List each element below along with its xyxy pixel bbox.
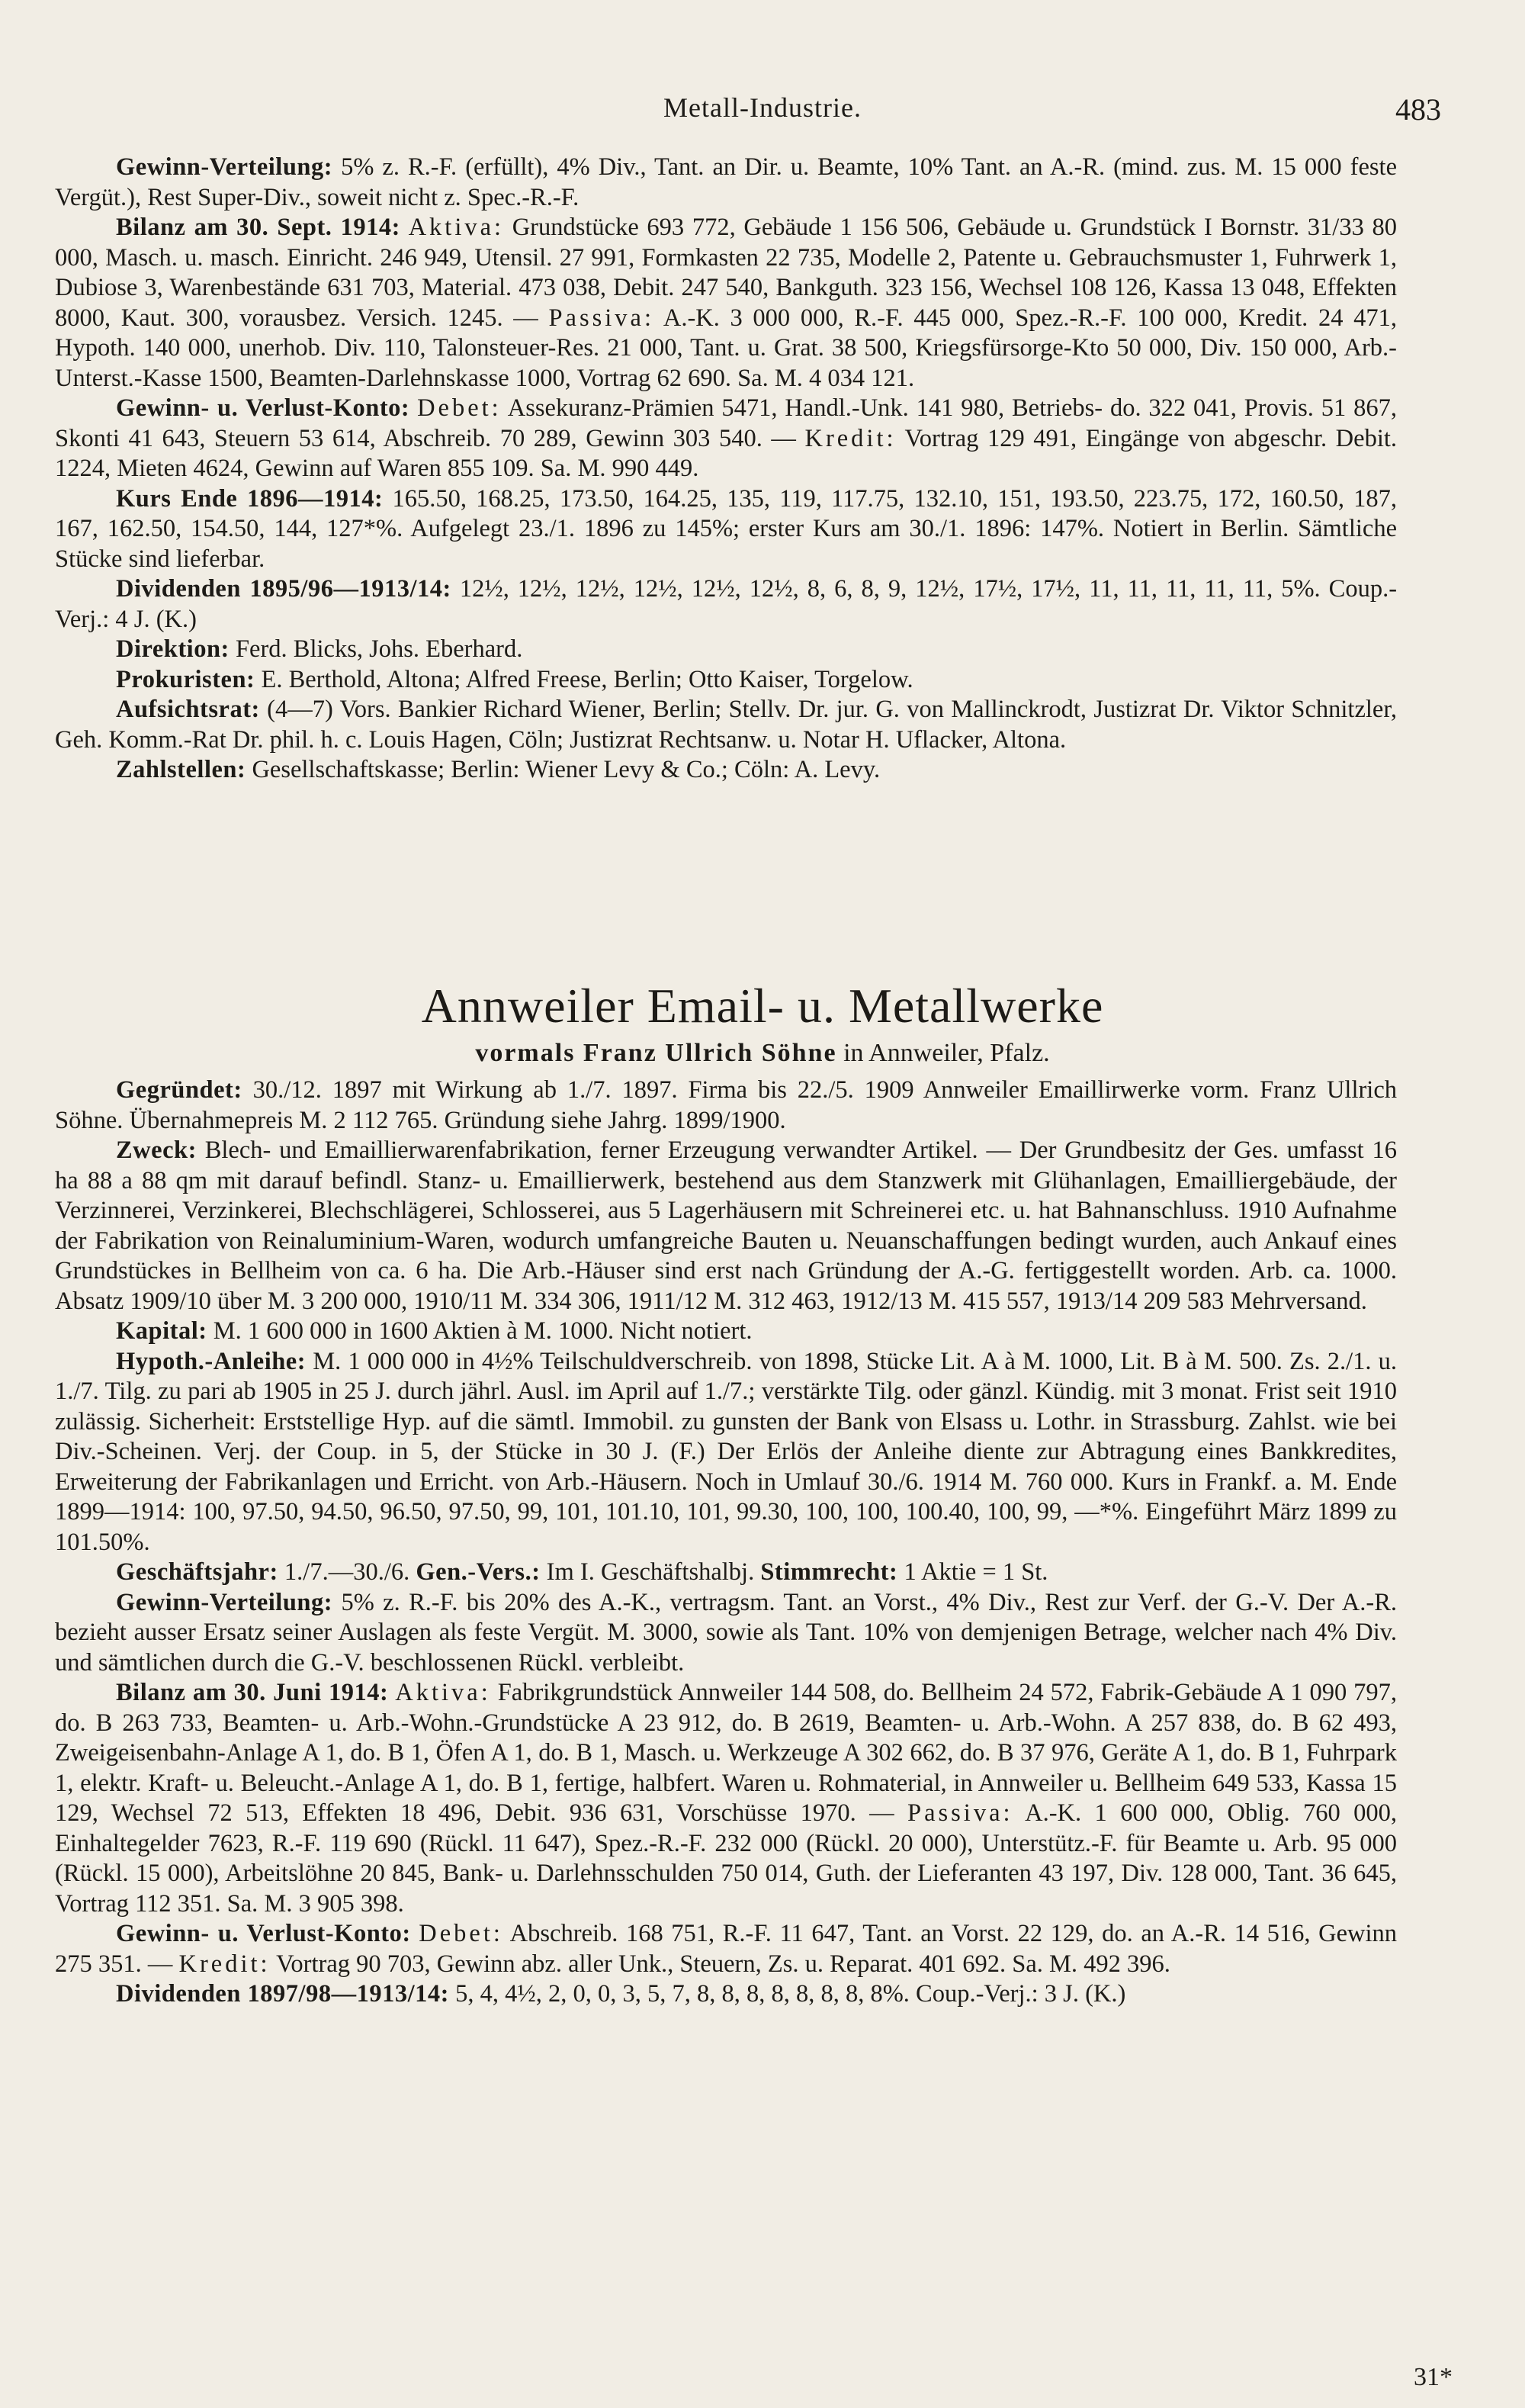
text: 30./12. 1897 mit Wirkung ab 1./7. 1897. Firma bis 22./5. 1909 Annweiler Emaillirwerke vorm. Franz Ullrich Söhne. Übernahmepreis M. 2 112 765. Gründung siehe Jahrg. 1899/1900. [55, 1076, 1398, 1134]
paragraph-prokuristen [55, 665, 1397, 696]
paragraph-bilanz [55, 213, 1397, 394]
paragraph-dividenden [55, 574, 1397, 635]
subtitle-bold: vormals Franz Ullrich Söhne [475, 1039, 837, 1067]
paragraph-bilanz [55, 1678, 1397, 1919]
paragraph-gewinn-verteilung [55, 1588, 1397, 1679]
paragraph-zahlstellen [55, 755, 1397, 786]
label: Aufsichtsrat: [116, 696, 260, 723]
label: Zweck: [116, 1136, 197, 1164]
paragraph-direktion [55, 635, 1397, 665]
text: Blech- und Emaillierwarenfabrikation, ferner Erzeugung verwandter Artikel. — Der Grundbesitz der Ges. umfasst 16 ha 88 a 88 qm mit darauf befindl. Stanz- u. Emaillierwerk, bestehend aus dem Stanzwerk mit Glühanlagen, Emailliergebäude, der Verzinnerei, Verzinkerei, Blechschlägerei, Schlosserei, aus 5 Lagerhäusern mit Schreinerei etc. u. hat Bahnanschluss. 1910 Aufnahme der Fabrikation von Reinaluminium-Waren, wodurch umfangreiche Bauten u. Neuanschaffungen bedingt wurden, auch Ankauf eines Grundstückes in Bellheim von ca. 6 ha. Die Arb.-Häuser sind erst nach Gründung der A.-G. fertiggestellt worden. Arb. ca. 1000. Absatz 1909/10 über M. 3 200 000, 1910/11 M. 334 306, 1911/12 M. 312 463, 1912/13 M. 415 557, 1913/14 209 583 Mehrversand. [55, 1136, 1397, 1315]
label: Gen.-Vers.: [416, 1558, 541, 1586]
label: Dividenden 1895/96—1913/14: [116, 575, 451, 603]
label: Prokuristen: [116, 665, 255, 693]
signature-mark: 31* [1414, 2363, 1453, 2391]
paragraph-hypoth-anleihe [55, 1347, 1397, 1558]
label: Bilanz am 30. Sept. 1914: [116, 214, 400, 241]
text: Grundstücke 693 772, Gebäude 1 156 506, Gebäude u. Grundstück I Bornstr. 31/33 80 000, Masch. u. masch. Einricht. 246 949, Utensil. 27 991, Formkasten 22 735, Modelle 2, Patente u. Gebrauchsmuster 1, Fuhrwerk 1, Dubiose 3, Warenbestände 631 703, Material. 473 038, Debit. 247 540, Bankguth. 323 156, Wechsel 108 126, Kassa 13 048, Effekten 8000, Kaut. 300, vorausbez. Versich. 1245. — [55, 214, 1397, 332]
paragraph-kapital [55, 1317, 1397, 1347]
text: Gesellschaftskasse; Berlin: Wiener Levy & Co.; Cöln: A. Levy. [252, 756, 881, 783]
aktiva-word: Aktiva: [408, 214, 505, 241]
text: Ferd. Blicks, Johs. Eberhard. [235, 635, 523, 663]
text: 5% z. R.-F. bis 20% des A.-K., vertragsm. Tant. an Vorst., 4% Div., Rest zur Verf. der G.-V. Der A.-R. bezieht ausser Ersatz seiner Auslagen als feste Vergüt. M. 3000, sowie als Tant. 10% von demjenigen Betrage, welcher nach 4% Div. und sämtlichen durch die G.-V. beschlossenen Rückl. verbleibt. [55, 1588, 1398, 1677]
previous-company-section [55, 153, 1397, 786]
text: A.-K. 1 600 000, Oblig. 760 000, Einhaltegelder 7623, R.-F. 119 690 (Rückl. 11 647), Spez.-R.-F. 232 000 (Rückl. 20 000), Unterstütz.-F. für Beamte u. Arb. 95 000 (Rückl. 15 000), Arbeitslöhne 20 845, Bank- u. Darlehnsschulden 750 014, Guth. der Lieferanten 43 197, Div. 128 000, Tant. 36 645, Vortrag 112 351. Sa. M. 3 905 398. [55, 1799, 1397, 1918]
text: 1 Aktie = 1 St. [904, 1558, 1048, 1586]
page-header [53, 92, 1472, 137]
debet-word: Debet: [419, 1920, 503, 1947]
text: Vortrag 90 703, Gewinn abz. aller Unk., Steuern, Zs. u. Reparat. 401 692. Sa. M. 492 396. [276, 1950, 1170, 1978]
label: Hypoth.-Anleihe: [116, 1347, 307, 1375]
paragraph-dividenden [55, 1979, 1397, 2010]
label: Stimmrecht: [760, 1558, 898, 1586]
text: E. Berthold, Altona; Alfred Freese, Berlin; Otto Kaiser, Torgelow. [261, 665, 913, 693]
page-number: 483 [1395, 92, 1441, 127]
paragraph-geschaeftsjahr [55, 1558, 1397, 1588]
paragraph-zweck [55, 1136, 1397, 1317]
label: Zahlstellen: [116, 756, 246, 783]
label: Geschäftsjahr: [116, 1558, 278, 1586]
running-head: Metall-Industrie. [663, 92, 862, 123]
label: Gegründet: [116, 1076, 242, 1104]
text: 1./7.—30./6. [284, 1558, 410, 1586]
label: Dividenden 1897/98—1913/14: [116, 1980, 449, 2008]
text: M. 1 600 000 in 1600 Aktien à M. 1000. Nicht notiert. [213, 1317, 753, 1345]
debet-word: Debet: [417, 394, 502, 422]
label: Gewinn- u. Verlust-Konto: [116, 394, 410, 422]
company-subtitle [0, 1039, 1525, 1068]
label: Kapital: [116, 1317, 207, 1345]
label: Gewinn-Verteilung: [116, 1588, 333, 1616]
kredit-word: Kredit: [178, 1950, 271, 1978]
paragraph-gewinn-verlust [55, 394, 1397, 484]
label: Gewinn-Verteilung: [116, 153, 333, 181]
passiva-word: Passiva: [548, 304, 654, 332]
label: Bilanz am 30. Juni 1914: [116, 1679, 389, 1706]
paragraph-gegruendet [55, 1075, 1397, 1136]
label: Kurs Ende 1896—1914: [116, 484, 384, 513]
text: Im I. Geschäftshalbj. [546, 1558, 755, 1586]
company-title: Annweiler Email- u. Metallwerke [421, 979, 1104, 1033]
aktiva-word: Aktiva: [395, 1679, 491, 1706]
subtitle-rest: in Annweiler, Pfalz. [843, 1039, 1050, 1067]
text: Vortrag 129 491, Eingänge von abgeschr. Debit. 1224, Mieten 4624, Gewinn auf Waren 855 109. Sa. M. 990 449. [55, 424, 1398, 482]
text: Fabrikgrundstück Annweiler 144 508, do. Bellheim 24 572, Fabrik-Gebäude A 1 090 797, do. B 263 733, Beamten- u. Arb.-Wohn.-Grundstücke A 23 912, do. B 2619, Beamten- u. Arb.-Wohn. A 257 838, do. B 62 493, Zweigeisenbahn-Anlage A 1, do. B 1, Öfen A 1, do. B 1, Masch. u. Werkzeuge A 302 662, do. B 37 976, Geräte A 1, do. B 1, Fuhrpark 1, elektr. Kraft- u. Beleucht.-Anlage A 1, do. B 1, fertige, halbfert. Waren u. Rohmaterial, in Annweiler u. Bellheim 649 533, Kassa 15 129, Wechsel 72 513, Effekten 18 496, Debit. 936 631, Vorschüsse 1970. — [55, 1679, 1398, 1827]
kredit-word: Kredit: [804, 424, 897, 452]
label: Direktion: [116, 635, 230, 663]
paragraph-aufsichtsrat [55, 695, 1397, 755]
company-section [55, 1075, 1397, 2010]
text: Assekuranz-Prämien 5471, Handl.-Unk. 141 980, Betriebs- do. 322 041, Provis. 51 867, Skonti 41 643, Steuern 53 614, Abschreib. 70 289, Gewinn 303 540. — [55, 394, 1398, 452]
paragraph-gewinn-verteilung [55, 153, 1397, 213]
paragraph-kurs [55, 484, 1397, 575]
text: (4—7) Vors. Bankier Richard Wiener, Berlin; Stellv. Dr. jur. G. von Mallinckrodt, Justizrat Dr. Viktor Schnitzler, Geh. Komm.-Rat Dr. phil. h. c. Louis Hagen, Cöln; Justizrat Rechtsanw. u. Notar H. Uflacker, Altona. [55, 696, 1397, 754]
paragraph-gewinn-verlust [55, 1919, 1397, 1979]
text: 12½, 12½, 12½, 12½, 12½, 12½, 8, 6, 8, 9, 12½, 17½, 17½, 11, 11, 11, 11, 11, 5%. Coup.-Verj.: 4 J. (K.) [55, 575, 1398, 633]
text: 5% z. R.-F. (erfüllt), 4% Div., Tant. an Dir. u. Beamte, 10% Tant. an A.-R. (mind. zus. M. 15 000 feste Vergüt.), Rest Super-Div., soweit nicht z. Spec.-R.-F. [55, 153, 1398, 211]
text: 5, 4, 4½, 2, 0, 0, 3, 5, 7, 8, 8, 8, 8, 8, 8, 8, 8%. Coup.-Verj.: 3 J. (K.) [455, 1980, 1126, 2008]
text: M. 1 000 000 in 4½% Teilschuldverschreib. von 1898, Stücke Lit. A à M. 1000, Lit. B à M. 500. Zs. 2./1. u. 1./7. Tilg. zu pari ab 1905 in 25 J. durch jährl. Ausl. im April auf 1./7.; verstärkte Tilg. oder gänzl. Kündig. mit 3 monat. Frist seit 1910 zulässig. Sicherheit: Erststellige Hyp. auf die sämtl. Immobil. zu gunsten der Bank von Elsass u. Lothr. in Strassburg. Zahlst. wie bei Div.-Scheinen. Verj. der Coup. in 5, der Stücke in 30 J. (F.) Der Erlös der Anleihe diente zur Abtragung eines Bankkredites, Erweiterung der Fabrikanlagen und Erricht. von Arb.-Häusern. Noch in Umlauf 30./6. 1914 M. 760 000. Kurs in Frankf. a. M. Ende 1899—1914: 100, 97.50, 94.50, 96.50, 97.50, 99, 101, 101.10, 101, 99.30, 100, 100, 100.40, 100, 99, —*%. Eingeführt März 1899 zu 101.50%. [55, 1347, 1397, 1556]
text: Abschreib. 168 751, R.-F. 11 647, Tant. an Vorst. 22 129, do. an A.-R. 14 516, Gewinn 275 351. — [55, 1920, 1397, 1978]
text: 165.50, 168.25, 173.50, 164.25, 135, 119, 117.75, 132.10, 151, 193.50, 223.75, 172, 160.50, 187, 167, 162.50, 154.50, 144, 127*%. Aufgelegt 23./1. 1896 zu 145%; erster Kurs am 30./1. 1896: 147%. Notiert in Berlin. Sämtliche Stücke sind lieferbar. [55, 484, 1398, 573]
label: Gewinn- u. Verlust-Konto: [116, 1920, 411, 1947]
passiva-word: Passiva: [907, 1799, 1013, 1827]
text: A.-K. 3 000 000, R.-F. 445 000, Spez.-R.-F. 100 000, Kredit. 24 471, Hypoth. 140 000, unerhob. Div. 110, Talonsteuer-Res. 21 000, Tant. u. Grat. 38 500, Kriegsfürsorge-Kto 50 000, Div. 150 000, Arb.-Unterst.-Kasse 1500, Beamten-Darlehnskasse 1000, Vortrag 62 690. Sa. M. 4 034 121. [55, 304, 1397, 392]
